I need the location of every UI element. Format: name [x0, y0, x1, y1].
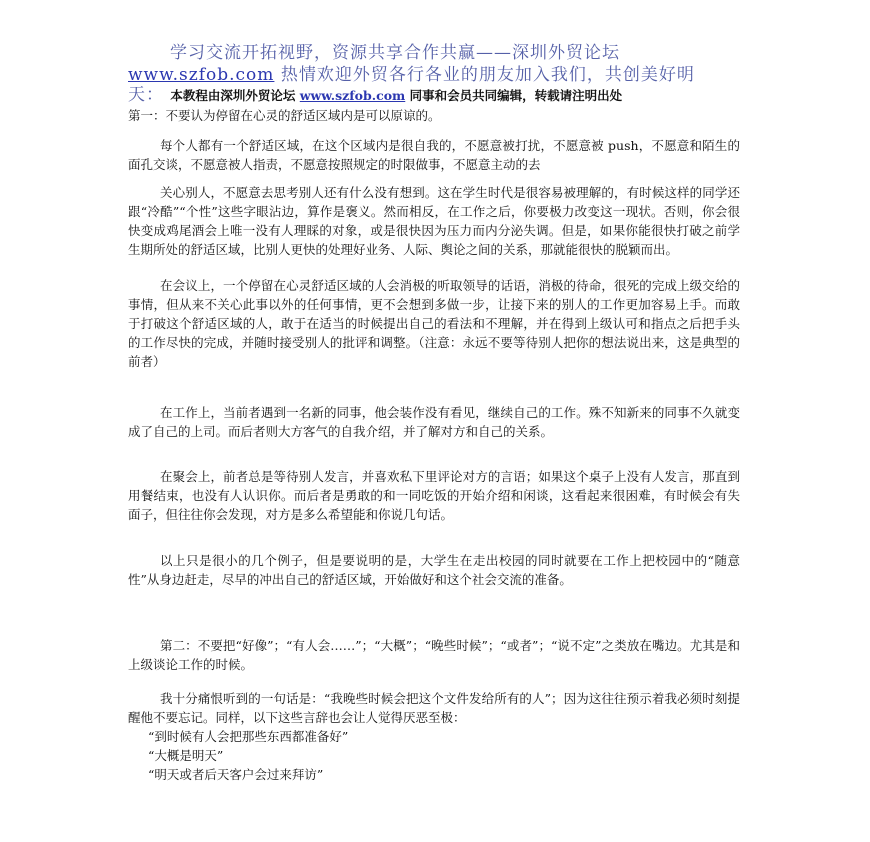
banner-notice	[128, 80, 748, 105]
banner-welcome-text: 热情欢迎外贸各行各业的朋友加入我们，共创美好明	[274, 65, 695, 85]
section-one-heading: 第一：不要认为停留在心灵的舒适区域内是可以原谅的。	[128, 108, 441, 123]
paragraph: 我十分痛恨听到的一句话是：“我晚些时候会把这个文件发给所有的人”；因为这往往预示着我必须时刻提醒他不要忘记。同样，以下这些言辞也会让人觉得厌恶至极：	[128, 691, 740, 725]
section-two-heading: 第二：不要把“好像”；“有人会……”；“大概”；“晚些时候”；“或者”；“说不定”之类放在嘴边。尤其是和上级谈论工作的时候。	[128, 638, 740, 672]
copyright-notice: 本教程由深圳外贸论坛	[170, 88, 300, 103]
banner-slogan: 学习交流开拓视野，资源共享合作共赢——深圳外贸论坛	[170, 43, 620, 63]
paragraph: 在会议上，一个停留在心灵舒适区域的人会消极的听取领导的话语，消极的待命，很死的完成上级交给的事情，但从来不关心此事以外的任何事情，更不会想到多做一步，让接下来的别人的工作更加容易上手。而敢于打破这个舒适区域的人，敢于在适当的时候提出自己的看法和不理解，并在得到上级认可和指点之后把手头的工作尽快的完成，并随时接受别人的批评和调整。（注意：永远不要等待别人把你的想法说出来，这是典型的前者）	[128, 278, 740, 369]
paragraph: 关心别人，不愿意去思考别人还有什么没有想到。这在学生时代是很容易被理解的，有时候这样的同学还跟“冷酷”“个性”这些字眼沾边，算作是褒义。然而相反，在工作之后，你要极力改变这一现状。否则，你会很快变成鸡尾酒会上唯一没有人理睬的对象，或是很快因为压力而内分泌失调。但是，如果你能很快打破之前学生期所处的舒适区域，比别人更快的处理好业务、人际、舆论之间的关系，那就能很快的脱颖而出。	[128, 185, 740, 257]
quote-item: “大概是明天”	[148, 748, 224, 763]
banner-welcome-end: 天：	[128, 85, 164, 105]
quote-item: “明天或者后天客户会过来拜访”	[148, 767, 324, 782]
paragraph: 在工作上，当前者遇到一名新的同事，他会装作没有看见，继续自己的工作。殊不知新来的同事不久就变成了自己的上司。而后者则大方客气的自我介绍，并了解对方和自己的关系。	[128, 405, 740, 439]
quote-item: “到时候有人会把那些东西都准备好”	[148, 729, 349, 744]
site-link[interactable]: www.szfob.com	[128, 65, 275, 85]
notice-site-link[interactable]: www.szfob.com	[299, 88, 406, 103]
paragraph: 以上只是很小的几个例子，但是要说明的是，大学生在走出校园的同时就要在工作上把校园中的“随意性”从身边赶走，尽早的冲出自己的舒适区域，开始做好和这个社会交流的准备。	[128, 553, 740, 587]
copyright-notice-end: 同事和会员共同编辑，转载请注明出处	[405, 88, 623, 103]
paragraph: 每个人都有一个舒适区域，在这个区域内是很自我的，不愿意被打扰，不愿意被 push，不愿意和陌生的面孔交谈，不愿意被人指责，不愿意按照规定的时限做事，不愿意主动的去	[128, 138, 740, 172]
paragraph: 在聚会上，前者总是等待别人发言，并喜欢私下里评论对方的言语；如果这个桌子上没有人发言，那直到用餐结束，也没有人认识你。而后者是勇敢的和一同吃饭的开始介绍和闲谈，这看起来很困难，有时候会有失面子，但往往你会发现，对方是多么希望能和你说几句话。	[128, 469, 740, 522]
